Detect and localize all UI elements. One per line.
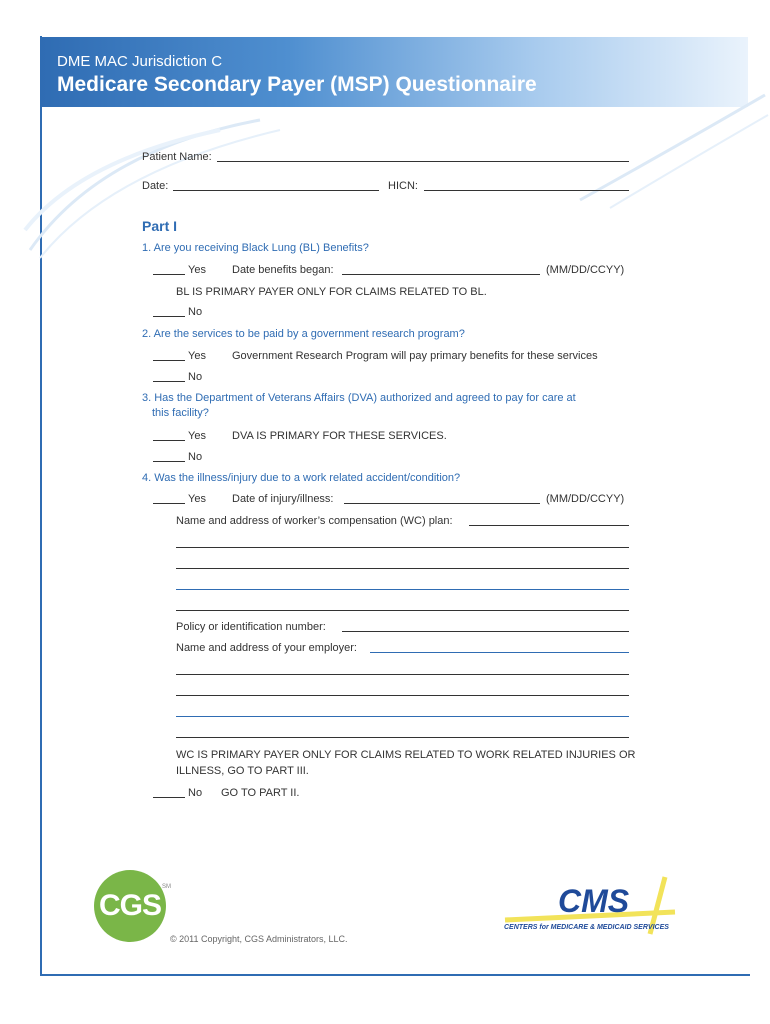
q4-policy-field[interactable] [342, 631, 629, 632]
cms-wordmark: CMS [558, 883, 630, 919]
q3-no-label: No [188, 451, 203, 463]
q4-no-blank[interactable] [153, 797, 185, 798]
q1-date-label: Date benefits began: [232, 264, 334, 276]
hicn-field[interactable] [424, 190, 629, 191]
q4-employer-line[interactable] [176, 695, 629, 696]
q4-wc-field[interactable] [469, 525, 629, 526]
q4-date-label: Date of injury/illness: [232, 493, 334, 505]
q4-date-field[interactable] [344, 503, 540, 504]
q4-no-label: No [188, 787, 203, 799]
q3-yes-label: Yes [188, 430, 206, 442]
question-4: 4. Was the illness/injury due to a work related accident/condition? [142, 472, 461, 484]
question-1: 1. Are you receiving Black Lung (BL) Benefits? [142, 242, 369, 254]
q4-yes-label: Yes [188, 493, 206, 505]
q4-employer-field[interactable] [370, 652, 629, 653]
q4-date-format: (MM/DD/CCYY) [546, 493, 625, 505]
q4-note-line1: WC IS PRIMARY PAYER ONLY FOR CLAIMS RELATED TO WORK RELATED INJURIES OR [176, 749, 636, 761]
q4-wc-line[interactable] [176, 589, 629, 590]
cgs-logo: CGS [94, 870, 166, 942]
q4-policy-label: Policy or identification number: [176, 621, 326, 633]
q2-yes-label: Yes [188, 350, 206, 362]
q3-yes-note: DVA IS PRIMARY FOR THESE SERVICES. [232, 430, 447, 442]
cms-tagline: CENTERS for MEDICARE & MEDICAID SERVICES [504, 924, 669, 931]
q4-wc-line[interactable] [176, 547, 629, 548]
q4-note-line2: ILLNESS, GO TO PART III. [176, 765, 309, 777]
q1-note: BL IS PRIMARY PAYER ONLY FOR CLAIMS RELATED TO BL. [176, 286, 487, 298]
q2-yes-note: Government Research Program will pay primary benefits for these services [232, 350, 598, 362]
jurisdiction-label: DME MAC Jurisdiction C [57, 53, 223, 70]
date-field[interactable] [173, 190, 379, 191]
q4-employer-label: Name and address of your employer: [176, 642, 357, 654]
q1-date-field[interactable] [342, 274, 540, 275]
form-title: Medicare Secondary Payer (MSP) Questionnaire [57, 73, 537, 96]
question-3-line1: 3. Has the Department of Veterans Affairs (DVA) authorized and agreed to pay for care at [142, 392, 576, 404]
q4-wc-line[interactable] [176, 610, 629, 611]
date-label: Date: [142, 180, 169, 192]
q3-yes-blank[interactable] [153, 440, 185, 441]
patient-name-label: Patient Name: [142, 151, 212, 163]
q4-employer-line[interactable] [176, 674, 629, 675]
decorative-swirl [20, 110, 320, 260]
q3-no-blank[interactable] [153, 461, 185, 462]
part-heading: Part I [142, 218, 178, 234]
decorative-swirl-right [570, 90, 770, 210]
q4-employer-line[interactable] [176, 737, 629, 738]
q1-no-label: No [188, 306, 203, 318]
q1-date-format: (MM/DD/CCYY) [546, 264, 625, 276]
cgs-service-mark: SM [162, 884, 171, 890]
q4-employer-line[interactable] [176, 716, 629, 717]
q4-no-note: GO TO PART II. [221, 787, 300, 799]
q1-yes-label: Yes [188, 264, 206, 276]
patient-name-field[interactable] [217, 161, 629, 162]
q1-no-blank[interactable] [153, 316, 185, 317]
q4-wc-line[interactable] [176, 568, 629, 569]
q2-no-label: No [188, 371, 203, 383]
q1-yes-blank[interactable] [153, 274, 185, 275]
question-3-line2: this facility? [152, 407, 209, 419]
question-2: 2. Are the services to be paid by a government research program? [142, 328, 465, 340]
hicn-label: HICN: [388, 180, 418, 192]
q4-yes-blank[interactable] [153, 503, 185, 504]
cms-logo [500, 872, 685, 942]
q4-wc-label: Name and address of worker’s compensation (WC) plan: [176, 515, 453, 527]
copyright: © 2011 Copyright, CGS Administrators, LLC. [170, 934, 348, 944]
q2-yes-blank[interactable] [153, 360, 185, 361]
q2-no-blank[interactable] [153, 381, 185, 382]
